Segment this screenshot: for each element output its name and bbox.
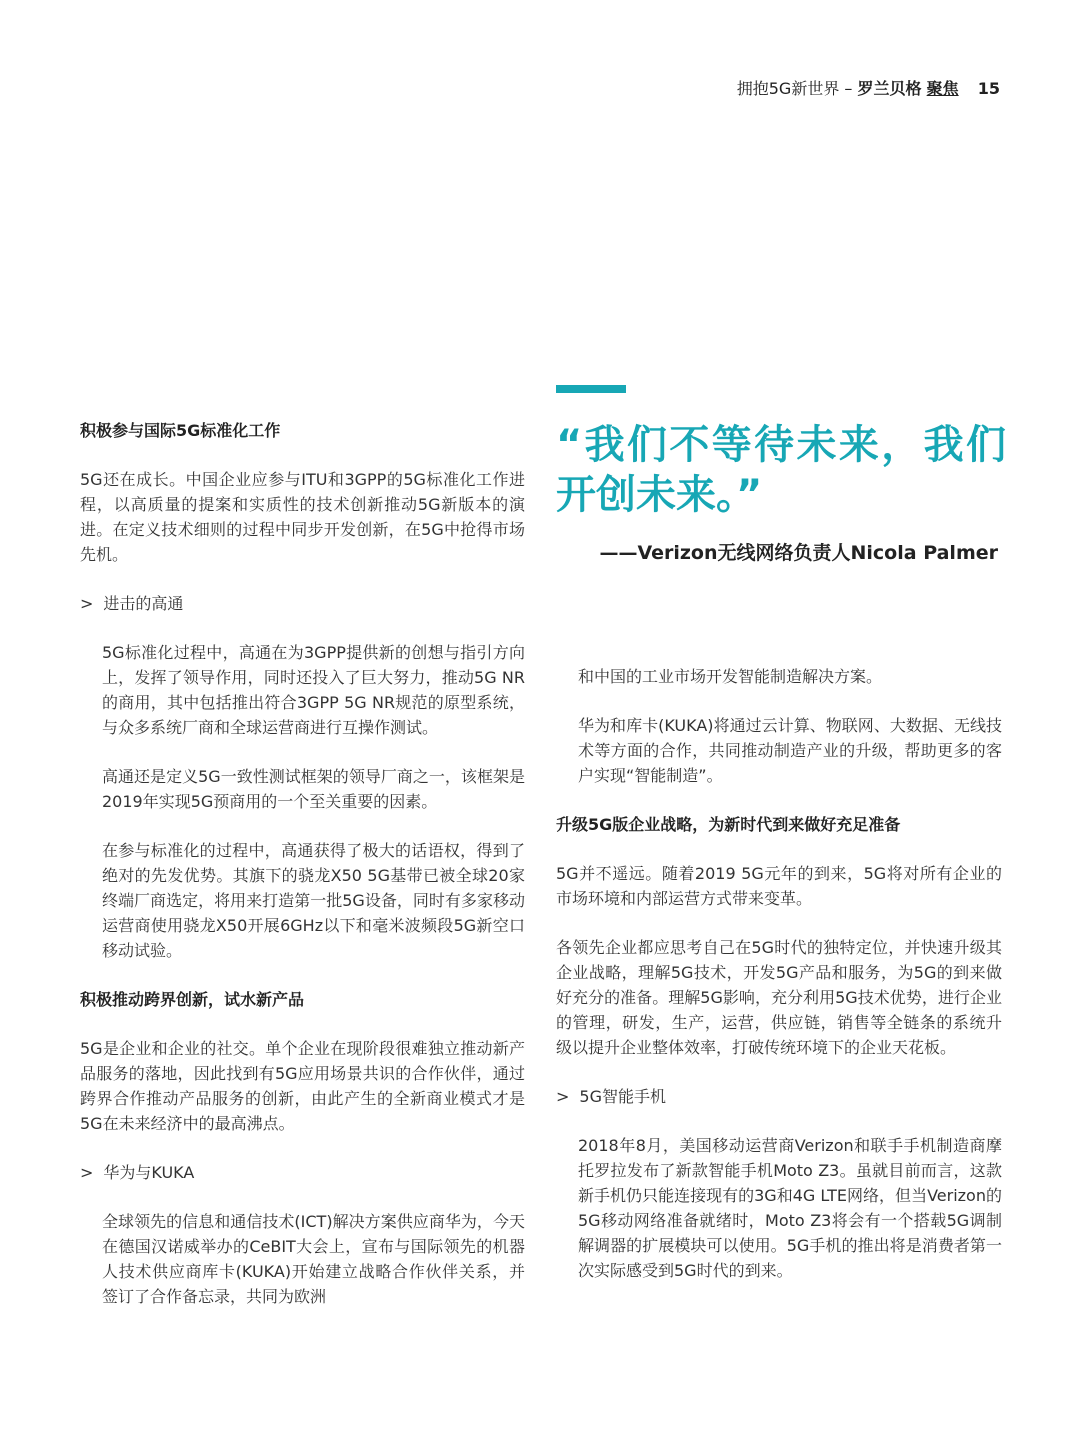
quote-attribution: ——Verizon无线网络负责人Nicola Palmer [599,542,998,564]
section-heading-strategy: 升级5G版企业战略，为新时代到来做好充足准备 [556,815,901,834]
paragraph: 5G还在成长。中国企业应参与ITU和3GPP的5G标准化工作进程，以高质量的提案和实质性的技术创新推动5G新版本的演进。在定义技术细则的过程中同步开发创新，在5G中抢得市场先机。 [80,470,525,564]
section-heading-cross-border: 积极推动跨界创新，试水新产品 [80,990,305,1009]
paragraph: 全球领先的信息和通信技术(ICT)解决方案供应商华为，今天在德国汉诺威举办的CeBIT大会上，宣布与国际领先的机器人技术供应商库卡(KUKA)开始建立战略合作伙伴关系，并签订了合作备忘录，共同为欧洲 [102,1212,525,1306]
sub-heading-huawei-kuka [80,1160,525,1185]
chevron-right-icon: > [80,594,94,613]
sub-heading-label: 进击的高通 [103,594,184,613]
paragraph: 高通还是定义5G一致性测试框架的领导厂商之一，该框架是2019年实现5G预商用的一个至关重要的因素。 [102,767,525,811]
chevron-right-icon: > [556,1087,570,1106]
left-column [80,418,525,1333]
sub-section-qualcomm [80,640,525,963]
header-title: 拥抱5G新世界 – [736,79,853,98]
paragraph: 5G标准化过程中，高通在为3GPP提供新的创想与指引方向上，发挥了领导作用，同时还投入了巨大努力，推动5G NR的商用，其中包括推出符合3GPP 5G NR规范的原型系统，与众多系统厂商和全球运营商进行互操作测试。 [102,643,525,737]
sub-section-5g-phone [556,1133,1002,1283]
paragraph: 2018年8月，美国移动运营商Verizon和联手手机制造商摩托罗拉发布了新款智能手机Moto Z3。虽就目前而言，这款新手机仍只能连接现有的3G和4G LTE网络，但当Verizon的5G移动网络准备就绪时，Moto Z3将会有一个搭载5G调制解调器的扩展模块可以使用。5G手机的推出将是消费者第一次实际感受到5G时代的到来。 [578,1136,1002,1280]
paragraph: 华为和库卡(KUKA)将通过云计算、物联网、大数据、无线技术等方面的合作，共同推动制造产业的升级，帮助更多的客户实现“智能制造”。 [578,716,1002,785]
paragraph: 各领先企业都应思考自己在5G时代的独特定位，并快速升级其企业战略，理解5G技术，开发5G产品和服务，为5G的到来做好充分的准备。理解5G影响，充分利用5G技术优势，进行企业的管理，研发，生产，运营，供应链，销售等全链条的系统升级以提升企业整体效率，打破传统环境下的企业天花板。 [556,938,1002,1057]
section-heading-standardization: 积极参与国际5G标准化工作 [80,421,281,440]
sub-section-huawei-kuka-continued [556,664,1002,788]
pull-quote: “我们不等待未来，我们开创未来。” [556,422,1006,518]
sub-section-huawei-kuka [80,1209,525,1309]
sub-heading-5g-phone [556,1084,1002,1109]
sub-heading-qualcomm [80,591,525,616]
sub-heading-label: 5G智能手机 [579,1087,666,1106]
paragraph: 和中国的工业市场开发智能制造解决方案。 [578,667,883,686]
paragraph: 5G并不遥远。随着2019 5G元年的到来，5G将对所有企业的市场环境和内部运营方式带来变革。 [556,864,1002,908]
right-column [556,664,1002,1307]
header-brand: 罗兰贝格 [857,79,922,98]
chevron-right-icon: > [80,1163,94,1182]
quote-accent-bar [556,385,626,393]
running-header [737,76,1000,99]
sub-heading-label: 华为与KUKA [103,1163,195,1182]
paragraph: 5G是企业和企业的社交。单个企业在现阶段很难独立推动新产品服务的落地，因此找到有5G应用场景共识的合作伙伴，通过跨界合作推动产品服务的创新，由此产生的全新商业模式才是5G在未来经济中的最高沸点。 [80,1039,525,1133]
paragraph: 在参与标准化的过程中，高通获得了极大的话语权，得到了绝对的先发优势。其旗下的骁龙X50 5G基带已被全球20家终端厂商选定，将用来打造第一批5G设备，同时有多家移动运营商使用骁龙X50开展6GHz以下和毫米波频段5G新空口移动试验。 [102,841,525,960]
page-number: 15 [977,79,1000,98]
header-section: 聚焦 [926,79,959,98]
